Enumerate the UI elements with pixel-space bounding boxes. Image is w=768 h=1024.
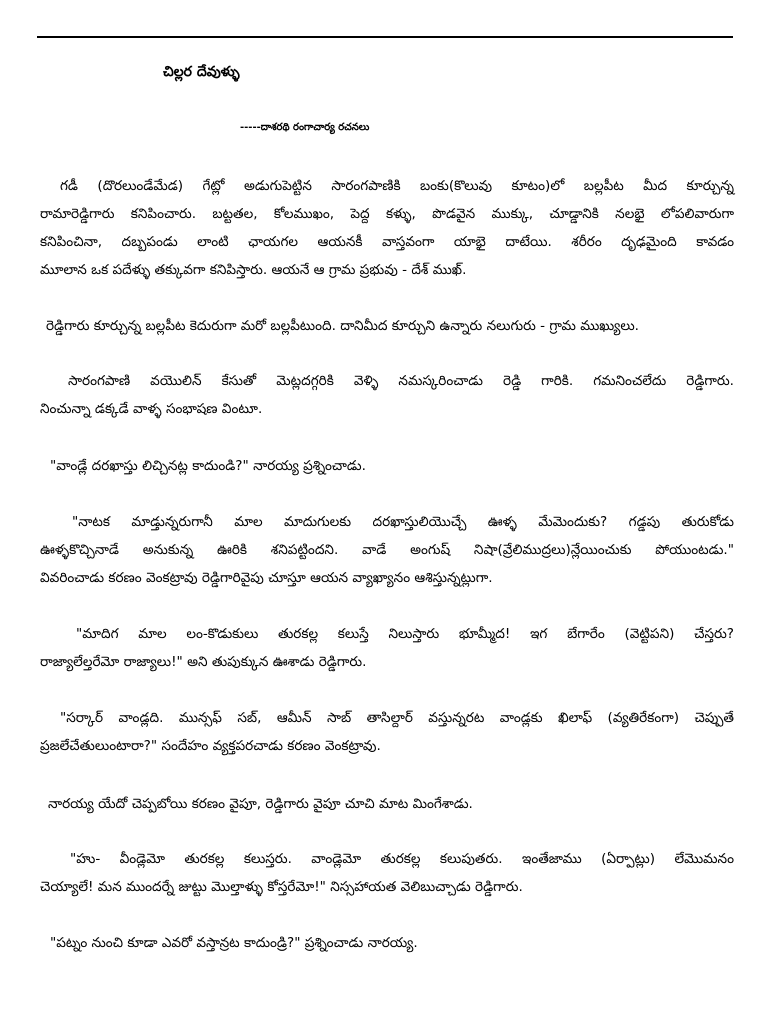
paragraph-line: "మాదిగ మాల లం-కొడుకులు తురకల్ల కలుస్తే నిలుస్తారు భూమ్మీద! ఇగ బేగారేం (వెట్టిపని) చేస్తరు? — [76, 626, 734, 642]
top-rule — [37, 36, 733, 38]
paragraph-10 — [50, 929, 744, 957]
paragraph-line: ప్రజలేచేతులుంటారా?" సందేహం వ్యక్తపరచాడు కరణం వెంకట్రావు. — [40, 738, 381, 754]
story-title: చిల్లర దేవుళ్ళు — [163, 64, 240, 80]
paragraph-line: ఊళ్ళకొచ్చినాడే అనుకున్న ఊరికి శనిపట్టిందని. వాడే అంగుష్ నిషా(వ్రేలిముద్రలు)న్లేయించుకు పోయుంటడు." — [40, 542, 734, 558]
paragraph-4 — [50, 452, 744, 480]
paragraph-line: నారయ్య యేదో చెప్పబోయి కరణం వైపూ, రెడ్డిగారు వైపూ చూచి మాట మింగేశాడు. — [48, 796, 473, 812]
paragraph-line: "సర్కార్ వాండ్లది. మున్సఫ్ సబ్, ఆమీన్ సాబ్ తాసిల్దార్ వస్తున్నరట వాండ్లకు ఖిలాఫ్ (వ్యతిరేకంగా) చెప్పుతే — [60, 710, 734, 726]
paragraph-line: రాజ్యాలేల్తరేమో రాజ్యాలు!" అని తుపుక్కున ఊశాడు రెడ్డిగారు. — [40, 654, 367, 670]
paragraph-6 — [40, 620, 734, 676]
paragraph-line: "హు- వీండ్లెమో తురకల్ల కలుస్తరు. వాండ్లెమో తురకల్ల కలుపుతరు. ఇంతేజాము (ఏర్పాట్లు) లేమొమనం — [70, 851, 734, 867]
paragraph-line: గడీ (దొరలుండేమేడ) గేట్లో అడుగుపెట్టిన సారంగపాణికి బంకు(కొలువు కూటం)లో బల్లపీట మీద కూర్చున్న — [60, 178, 734, 194]
paragraph-line: నించున్నా డక్కడే వాళ్ళ సంభాషణ వింటూ. — [40, 401, 263, 417]
paragraph-line: మూలాన ఒక పదేళ్ళు తక్కువగా కనిపిస్తారు. ఆయనే ఆ గ్రామ ప్రభువు - దేశ్ ముఖ్. — [40, 262, 467, 278]
paragraph-2 — [46, 312, 734, 340]
paragraph-8 — [48, 790, 742, 818]
paragraph-9 — [40, 845, 734, 901]
paragraph-line: కనిపించినా, దబ్బపండు లాంటి ఛాయగల ఆయనకీ వాస్తవంగా యాభై దాటేయి. శరీరం దృఢమైంది కావడం — [40, 234, 734, 250]
paragraph-5 — [40, 508, 734, 592]
paragraph-7 — [40, 704, 734, 760]
paragraph-line: రెడ్డిగారు కూర్చున్న బల్లపీట కెదురుగా మరో బల్లపీటుంది. దానిమీద కూర్చుని ఉన్నారు నలుగురు - గ్రామ ముఖ్యులు. — [46, 318, 639, 334]
paragraph-line: రామారెడ్డిగారు కనిపించారు. బట్టతల, కోలముఖం, పెద్ద కళ్ళు, పొడవైన ముక్కు, చూడ్డానికి నలభై లోపలివారుగా — [40, 206, 734, 222]
author-byline: -----దాశరథి రంగాచార్య రచనలు — [240, 122, 370, 133]
paragraph-line: సారంగపాణి వయొలిన్ కేసుతో మెట్లదగ్గరికి వెళ్ళి నమస్కరించాడు రెడ్డి గారికి. గమనించలేదు రెడ్డిగారు. — [68, 373, 734, 389]
paragraph-line: "వాండ్లే దరఖాస్తు లిచ్చినట్ల కాదుండి?" నారయ్య ప్రశ్నించాడు. — [50, 458, 366, 474]
paragraph-line: వివరించాడు కరణం వెంకట్రావు రెడ్డిగారివైపు చూస్తూ ఆయన వ్యాఖ్యానం ఆశిస్తున్నట్లుగా. — [40, 570, 493, 586]
paragraph-1 — [40, 172, 734, 284]
paragraph-line: "నాటక మాడ్తున్నరుగానీ మాల మాదుగులకు దరఖాస్తులియొచ్చే ఊళ్ళ మేమెందుకు? గడ్డపు తురుకోడు — [72, 514, 734, 530]
paragraph-line: చెయ్యాలే! మన ముందర్నే జుట్టు మొల్తాళ్ళు కోస్తరేమో!" నిస్సహాయత వెలిబుచ్చాడు రెడ్డిగారు. — [40, 879, 523, 895]
paragraph-line: "పట్నం నుంచి కూడా ఎవరో వస్తాన్రట కాదుండ్రి?" ప్రశ్నించాడు నారయ్య. — [50, 935, 418, 951]
paragraph-3 — [40, 367, 734, 423]
